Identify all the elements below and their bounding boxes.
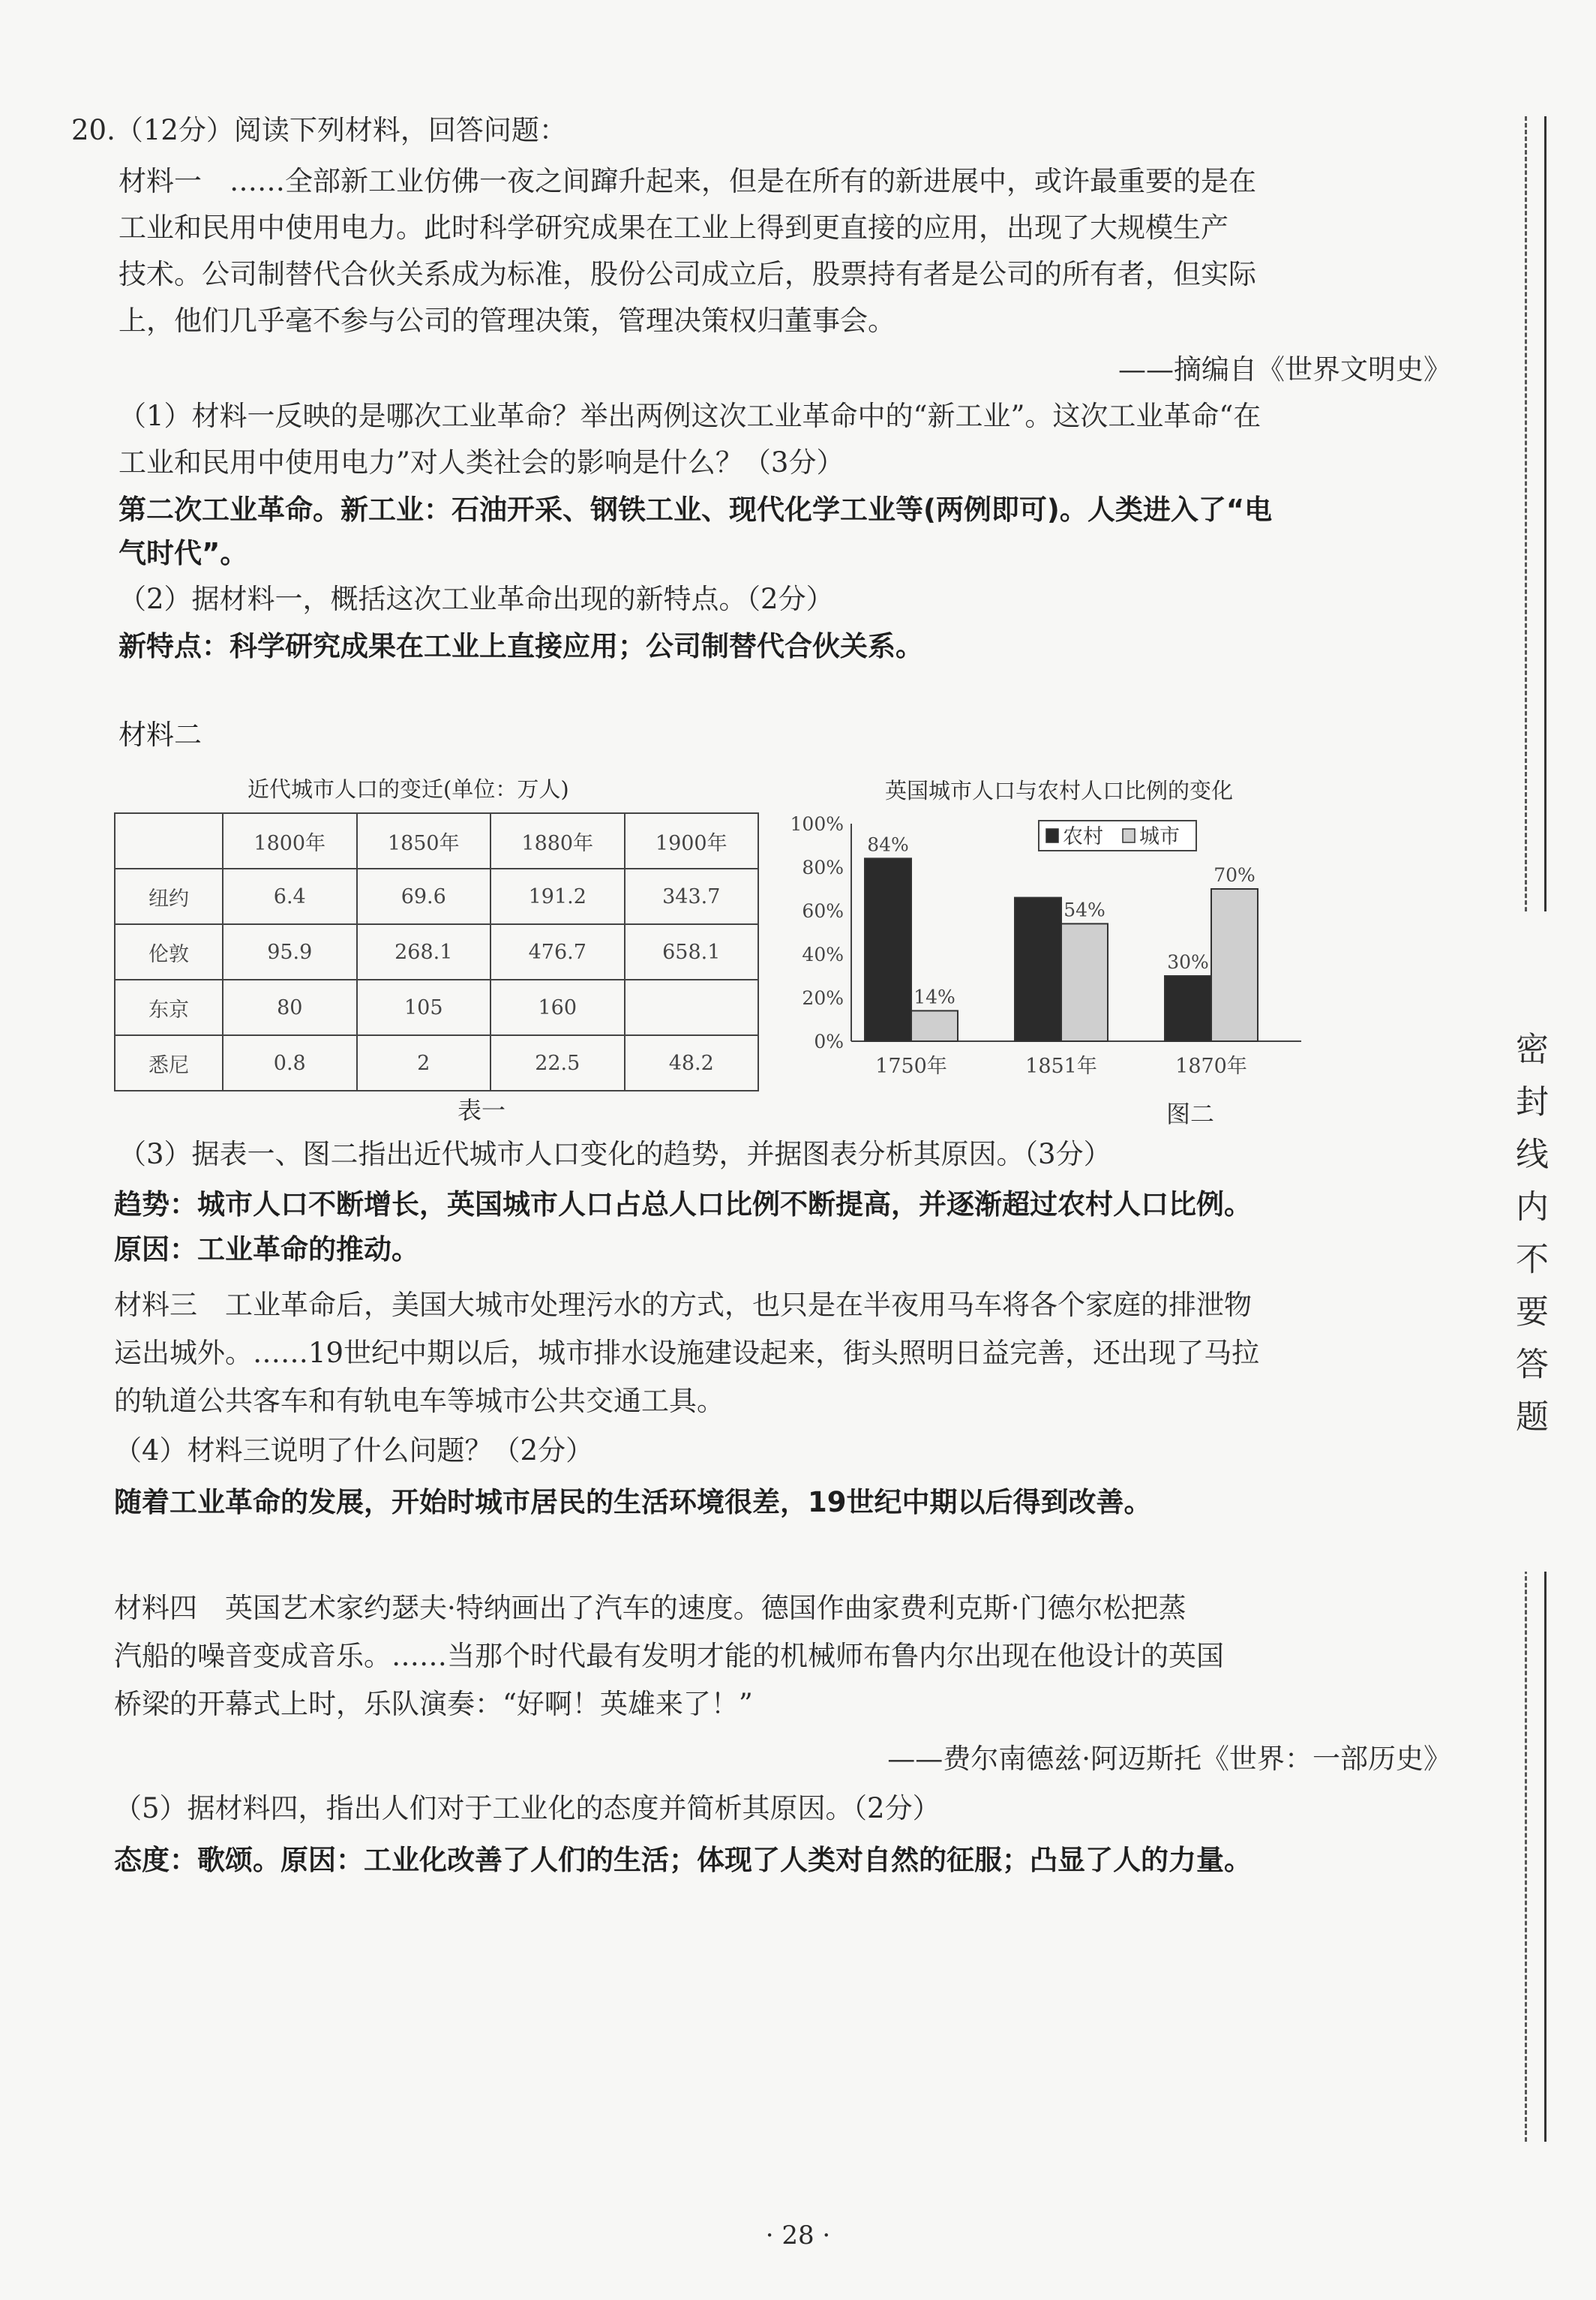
material-2-label: 材料二	[118, 719, 202, 751]
question-1-line-2: 工业和民用中使用电力”对人类社会的影响是什么？（3分）	[118, 446, 844, 479]
table-header-row	[115, 813, 758, 869]
table-cell: 105	[357, 980, 491, 1035]
bar-data-label: 14%	[914, 986, 956, 1008]
material-1-line-1: 材料一 ……全部新工业仿佛一夜之间蹿升起来，但是在所有的新进展中，或许最重要的是在	[118, 165, 1256, 197]
table-cell: 95.9	[223, 924, 357, 980]
x-tick-label: 1851年	[1025, 1055, 1097, 1078]
question-2: （2）据材料一，概括这次工业革命出现的新特点。（2分）	[118, 583, 834, 615]
bar-城市	[1061, 923, 1108, 1041]
table-row	[115, 1035, 758, 1091]
material-3-line-2: 运出城外。……19世纪中期以后，城市排水设施建设起来，街头照明日益完善，还出现了马拉	[114, 1337, 1260, 1369]
y-tick-label: 0%	[814, 1031, 844, 1052]
table-header-cell: 1800年	[223, 813, 357, 869]
x-tick-label: 1750年	[875, 1055, 947, 1078]
table-cell: 6.4	[223, 869, 357, 924]
material-3-line-1: 材料三 工业革命后，美国大城市处理污水的方式，也只是在半夜用马车将各个家庭的排泄物	[114, 1289, 1252, 1321]
table-cell: 343.7	[625, 869, 759, 924]
material-1-line-2: 工业和民用中使用电力。此时科学研究成果在工业上得到更直接的应用，出现了大规模生产	[118, 212, 1228, 244]
bar-农村	[1165, 976, 1211, 1041]
table-header-cell: 1850年	[357, 813, 491, 869]
table-cell: 48.2	[625, 1035, 759, 1091]
y-tick-label: 20%	[802, 987, 844, 1009]
table-header-cell: 1880年	[490, 813, 625, 869]
table-cell: 69.6	[357, 869, 491, 924]
material-4-source: ——费尔南德兹·阿迈斯托《世界：一部历史》	[887, 1743, 1451, 1775]
table-header-cell	[115, 813, 223, 869]
bar-data-label: 70%	[1214, 864, 1256, 886]
legend-label: 城市	[1139, 825, 1180, 848]
bar-data-label: 30%	[1167, 951, 1209, 973]
answer-1-line-2: 气时代”。	[118, 537, 248, 569]
material-1-source: ——摘编自《世界文明史》	[1118, 353, 1451, 386]
legend-swatch-农村	[1046, 829, 1058, 842]
question-3: （3）据表一、图二指出近代城市人口变化的趋势，并据图表分析其原因。（3分）	[118, 1138, 1112, 1170]
table-cell: 2	[357, 1035, 491, 1091]
answer-1-line-1: 第二次工业革命。新工业：石油开采、钢铁工业、现代化学工业等(两例即可)。人类进入了“电	[118, 494, 1273, 526]
answer-5: 态度：歌颂。原因：工业化改善了人们的生活；体现了人类对自然的征服；凸显了人的力量。	[114, 1844, 1252, 1876]
material-4-line-3: 桥梁的开幕式上时，乐队演奏：“好啊！英雄来了！”	[114, 1688, 753, 1720]
question-1-line-1: （1）材料一反映的是哪次工业革命？举出两例这次工业革命中的“新工业”。这次工业革命“在	[118, 400, 1262, 432]
table-cell: 悉尼	[115, 1035, 223, 1091]
chart-title: 英国城市人口与农村人口比例的变化	[885, 778, 1234, 803]
table-row	[115, 869, 758, 924]
table-cell: 658.1	[625, 924, 759, 980]
sealing-margin	[1489, 116, 1560, 2142]
table-cell: 伦敦	[115, 924, 223, 980]
answer-4: 随着工业革命的发展，开始时城市居民的生活环境很差，19世纪中期以后得到改善。	[114, 1486, 1152, 1518]
legend-label: 农村	[1063, 825, 1103, 848]
material-1-line-3: 技术。公司制替代合伙关系成为标准，股份公司成立后，股票持有者是公司的所有者，但实际	[118, 258, 1256, 290]
table-cell: 0.8	[223, 1035, 357, 1091]
table-row	[115, 924, 758, 980]
table-cell: 纽约	[115, 869, 223, 924]
table-cell: 268.1	[357, 924, 491, 980]
bar-农村	[1015, 898, 1061, 1041]
bar-城市	[1211, 889, 1258, 1041]
table-cell: 476.7	[490, 924, 625, 980]
x-tick-label: 1870年	[1175, 1055, 1247, 1078]
answer-3-line-2: 原因：工业革命的推动。	[114, 1233, 419, 1266]
question-header: 20.（12分）阅读下列材料，回答问题：	[71, 114, 567, 146]
question-5: （5）据材料四，指出人们对于工业化的态度并简析其原因。（2分）	[114, 1792, 940, 1824]
y-tick-label: 100%	[790, 813, 844, 835]
bar-data-label: 84%	[867, 833, 909, 856]
material-1-line-4: 上，他们几乎毫不参与公司的管理决策，管理决策权归董事会。	[118, 305, 896, 337]
chart-caption: 图二	[1166, 1100, 1215, 1128]
answer-2: 新特点：科学研究成果在工业上直接应用；公司制替代合伙关系。	[118, 630, 923, 662]
page-number: · 28 ·	[765, 2220, 831, 2250]
table-caption: 表一	[458, 1096, 506, 1124]
table-cell: 80	[223, 980, 357, 1035]
bar-data-label: 54%	[1064, 899, 1106, 921]
material-4-line-2: 汽船的噪音变成音乐。……当那个时代最有发明才能的机械师布鲁内尔出现在他设计的英国	[114, 1640, 1224, 1672]
table-title: 近代城市人口的变迁(单位：万人)	[248, 776, 569, 802]
material-4-line-1: 材料四 英国艺术家约瑟夫·特纳画出了汽车的速度。德国作曲家费利克斯·门德尔松把蒸	[114, 1592, 1186, 1624]
table-cell: 22.5	[490, 1035, 625, 1091]
legend-swatch-城市	[1123, 829, 1135, 842]
table-cell: 191.2	[490, 869, 625, 924]
table-row	[115, 980, 758, 1035]
table-cell: 160	[490, 980, 625, 1035]
bar-城市	[911, 1010, 958, 1041]
question-4: （4）材料三说明了什么问题？（2分）	[114, 1434, 594, 1467]
answer-3-line-1: 趋势：城市人口不断增长，英国城市人口占总人口比例不断提高，并逐渐超过农村人口比例。	[114, 1188, 1252, 1221]
y-tick-label: 60%	[802, 900, 844, 922]
population-table	[114, 812, 759, 1091]
y-tick-label: 40%	[802, 944, 844, 965]
table-cell	[625, 980, 759, 1035]
table-cell: 东京	[115, 980, 223, 1035]
population-ratio-chart	[780, 803, 1335, 1095]
material-3-line-3: 的轨道公共客车和有轨电车等城市公共交通工具。	[114, 1385, 724, 1417]
bar-农村	[865, 858, 911, 1041]
y-tick-label: 80%	[802, 857, 844, 878]
table-header-cell: 1900年	[625, 813, 759, 869]
seal-notice: 密封线内不要答题	[1495, 911, 1562, 1572]
